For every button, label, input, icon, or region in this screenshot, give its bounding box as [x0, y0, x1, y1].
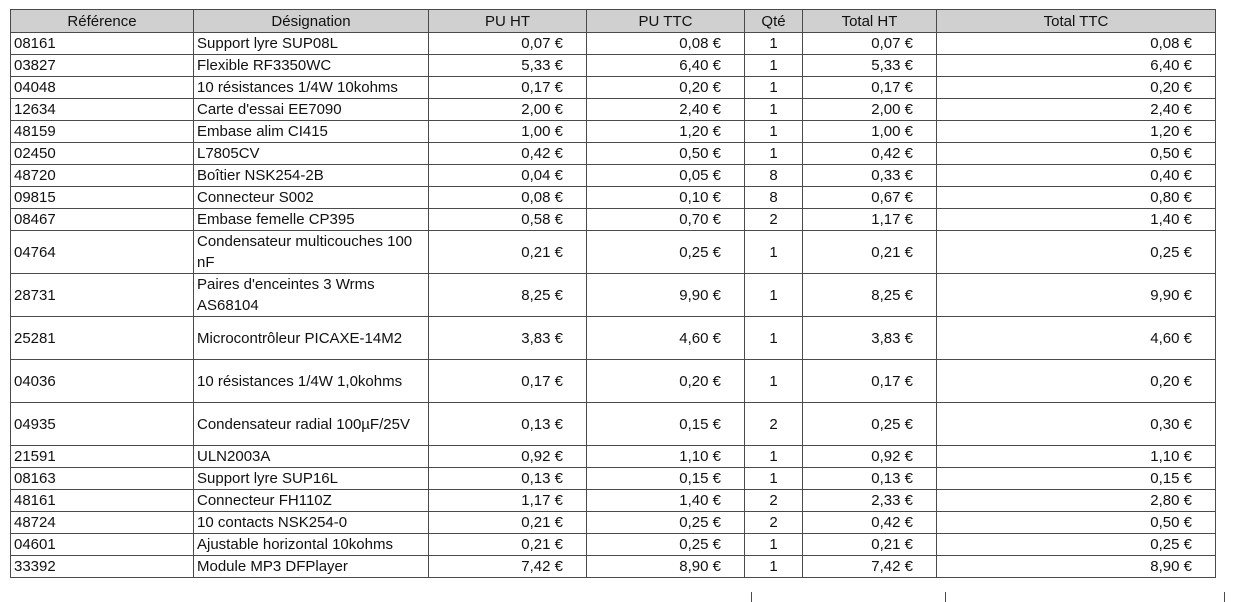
cell-reference: 04036	[11, 360, 194, 403]
cell-total-ht: 0,42 €	[803, 143, 937, 165]
header-total-ht: Total HT	[803, 10, 937, 33]
cell-reference: 04048	[11, 77, 194, 99]
cell-quantity: 1	[745, 77, 803, 99]
cell-total-ttc: 2,80 €	[937, 490, 1216, 512]
cell-quantity: 1	[745, 33, 803, 55]
cell-total-ht: 5,33 €	[803, 55, 937, 77]
cell-reference: 48161	[11, 490, 194, 512]
table-body	[11, 33, 1216, 578]
cell-designation: Support lyre SUP16L	[194, 468, 429, 490]
cell-reference: 09815	[11, 187, 194, 209]
cell-pu-ht: 0,13 €	[429, 468, 587, 490]
cell-total-ht: 3,83 €	[803, 317, 937, 360]
cell-reference: 48720	[11, 165, 194, 187]
cell-quantity: 8	[745, 165, 803, 187]
cell-designation: Microcontrôleur PICAXE-14M2	[194, 317, 429, 360]
cell-total-ht: 0,13 €	[803, 468, 937, 490]
cell-designation: Connecteur FH110Z	[194, 490, 429, 512]
cell-reference: 03827	[11, 55, 194, 77]
cell-quantity: 1	[745, 231, 803, 274]
header-reference: Référence	[11, 10, 194, 33]
cell-pu-ttc: 1,10 €	[587, 446, 745, 468]
cell-total-ht: 0,33 €	[803, 165, 937, 187]
cell-designation: 10 résistances 1/4W 10kohms	[194, 77, 429, 99]
cell-total-ttc: 9,90 €	[937, 274, 1216, 317]
cell-reference: 48724	[11, 512, 194, 534]
cell-reference: 12634	[11, 99, 194, 121]
cell-pu-ttc: 0,25 €	[587, 512, 745, 534]
cell-total-ttc: 0,20 €	[937, 77, 1216, 99]
cell-pu-ttc: 1,40 €	[587, 490, 745, 512]
cell-designation: Paires d'enceintes 3 Wrms AS68104	[194, 274, 429, 317]
cell-designation: 10 résistances 1/4W 1,0kohms	[194, 360, 429, 403]
cell-reference: 04601	[11, 534, 194, 556]
cell-reference: 04935	[11, 403, 194, 446]
cell-reference: 28731	[11, 274, 194, 317]
cell-total-ht: 0,21 €	[803, 534, 937, 556]
cell-total-ht: 0,17 €	[803, 360, 937, 403]
cell-total-ht: 0,21 €	[803, 231, 937, 274]
header-designation: Désignation	[194, 10, 429, 33]
cell-total-ttc: 4,60 €	[937, 317, 1216, 360]
cell-pu-ht: 0,17 €	[429, 77, 587, 99]
cell-pu-ttc: 8,90 €	[587, 556, 745, 578]
cell-pu-ht: 0,08 €	[429, 187, 587, 209]
cell-designation: ULN2003A	[194, 446, 429, 468]
cell-reference: 08467	[11, 209, 194, 231]
cell-designation: 10 contacts NSK254-0	[194, 512, 429, 534]
cell-designation: Module MP3 DFPlayer	[194, 556, 429, 578]
cell-quantity: 1	[745, 317, 803, 360]
cell-total-ttc: 6,40 €	[937, 55, 1216, 77]
summary-divider	[751, 592, 752, 602]
cell-quantity: 2	[745, 512, 803, 534]
cell-quantity: 1	[745, 360, 803, 403]
cell-pu-ttc: 0,15 €	[587, 403, 745, 446]
cell-designation: Support lyre SUP08L	[194, 33, 429, 55]
cell-quantity: 1	[745, 121, 803, 143]
cell-quantity: 1	[745, 556, 803, 578]
cell-pu-ht: 0,17 €	[429, 360, 587, 403]
cell-total-ttc: 0,50 €	[937, 512, 1216, 534]
table-row	[11, 231, 1216, 274]
cell-quantity: 1	[745, 99, 803, 121]
cell-reference: 04764	[11, 231, 194, 274]
cell-pu-ttc: 0,10 €	[587, 187, 745, 209]
cell-pu-ht: 5,33 €	[429, 55, 587, 77]
table-row	[11, 556, 1216, 578]
cell-quantity: 1	[745, 143, 803, 165]
cell-reference: 25281	[11, 317, 194, 360]
cell-quantity: 1	[745, 446, 803, 468]
cell-pu-ttc: 0,05 €	[587, 165, 745, 187]
header-pu-ttc: PU TTC	[587, 10, 745, 33]
cell-pu-ttc: 0,25 €	[587, 231, 745, 274]
cell-reference: 33392	[11, 556, 194, 578]
cell-total-ttc: 0,08 €	[937, 33, 1216, 55]
cell-designation: Condensateur multicouches 100 nF	[194, 231, 429, 274]
cell-total-ht: 0,42 €	[803, 512, 937, 534]
cell-pu-ttc: 9,90 €	[587, 274, 745, 317]
cell-total-ht: 1,17 €	[803, 209, 937, 231]
cell-pu-ttc: 0,08 €	[587, 33, 745, 55]
cell-reference: 48159	[11, 121, 194, 143]
cell-pu-ht: 1,17 €	[429, 490, 587, 512]
table-row	[11, 209, 1216, 231]
cell-total-ht: 0,67 €	[803, 187, 937, 209]
summary-divider	[945, 592, 946, 602]
cell-pu-ttc: 0,70 €	[587, 209, 745, 231]
cell-reference: 08161	[11, 33, 194, 55]
header-quantity: Qté	[745, 10, 803, 33]
cell-pu-ht: 0,21 €	[429, 231, 587, 274]
cell-pu-ht: 8,25 €	[429, 274, 587, 317]
cell-total-ht: 0,25 €	[803, 403, 937, 446]
cell-total-ht: 0,17 €	[803, 77, 937, 99]
cell-quantity: 8	[745, 187, 803, 209]
header-total-ttc: Total TTC	[937, 10, 1216, 33]
table-row	[11, 317, 1216, 360]
cell-total-ht: 0,07 €	[803, 33, 937, 55]
table-row	[11, 121, 1216, 143]
table-row	[11, 274, 1216, 317]
cell-designation: Embase alim CI415	[194, 121, 429, 143]
cell-quantity: 2	[745, 209, 803, 231]
cell-total-ttc: 1,10 €	[937, 446, 1216, 468]
cell-pu-ttc: 6,40 €	[587, 55, 745, 77]
cell-quantity: 1	[745, 274, 803, 317]
cell-pu-ht: 0,21 €	[429, 512, 587, 534]
table-row	[11, 33, 1216, 55]
cell-total-ttc: 0,15 €	[937, 468, 1216, 490]
table-row	[11, 165, 1216, 187]
cell-designation: Connecteur S002	[194, 187, 429, 209]
cell-quantity: 2	[745, 403, 803, 446]
table-row	[11, 99, 1216, 121]
cell-pu-ht: 0,42 €	[429, 143, 587, 165]
cell-total-ttc: 0,40 €	[937, 165, 1216, 187]
table-row	[11, 403, 1216, 446]
cell-pu-ttc: 0,15 €	[587, 468, 745, 490]
cell-total-ttc: 0,25 €	[937, 231, 1216, 274]
header-pu-ht: PU HT	[429, 10, 587, 33]
table-row	[11, 490, 1216, 512]
cell-quantity: 1	[745, 55, 803, 77]
table-row	[11, 468, 1216, 490]
cell-total-ht: 8,25 €	[803, 274, 937, 317]
cell-pu-ttc: 0,20 €	[587, 77, 745, 99]
cell-total-ht: 7,42 €	[803, 556, 937, 578]
cell-quantity: 1	[745, 468, 803, 490]
table-row	[11, 512, 1216, 534]
table-row	[11, 77, 1216, 99]
cell-reference: 02450	[11, 143, 194, 165]
table-row	[11, 534, 1216, 556]
table-header-row	[11, 10, 1216, 33]
cell-total-ttc: 0,25 €	[937, 534, 1216, 556]
cell-pu-ht: 2,00 €	[429, 99, 587, 121]
cell-pu-ht: 0,07 €	[429, 33, 587, 55]
cell-total-ttc: 0,30 €	[937, 403, 1216, 446]
cell-pu-ttc: 0,50 €	[587, 143, 745, 165]
cell-designation: Flexible RF3350WC	[194, 55, 429, 77]
cell-designation: Boîtier NSK254-2B	[194, 165, 429, 187]
cell-designation: Embase femelle CP395	[194, 209, 429, 231]
cell-pu-ht: 0,58 €	[429, 209, 587, 231]
cell-pu-ttc: 4,60 €	[587, 317, 745, 360]
cell-total-ttc: 0,80 €	[937, 187, 1216, 209]
cell-designation: Ajustable horizontal 10kohms	[194, 534, 429, 556]
cell-designation: Carte d'essai EE7090	[194, 99, 429, 121]
cell-reference: 21591	[11, 446, 194, 468]
table-row	[11, 143, 1216, 165]
cell-total-ht: 2,00 €	[803, 99, 937, 121]
cell-pu-ttc: 0,20 €	[587, 360, 745, 403]
cell-pu-ht: 1,00 €	[429, 121, 587, 143]
cell-designation: Condensateur radial 100µF/25V	[194, 403, 429, 446]
table-row	[11, 360, 1216, 403]
order-table	[10, 9, 1216, 578]
cell-total-ht: 1,00 €	[803, 121, 937, 143]
cell-total-ttc: 0,20 €	[937, 360, 1216, 403]
cell-pu-ht: 3,83 €	[429, 317, 587, 360]
table-row	[11, 446, 1216, 468]
table-row	[11, 187, 1216, 209]
cell-total-ttc: 2,40 €	[937, 99, 1216, 121]
cell-pu-ht: 0,21 €	[429, 534, 587, 556]
cell-total-ht: 0,92 €	[803, 446, 937, 468]
cell-total-ttc: 0,50 €	[937, 143, 1216, 165]
cell-pu-ht: 0,04 €	[429, 165, 587, 187]
cell-total-ht: 2,33 €	[803, 490, 937, 512]
cell-designation: L7805CV	[194, 143, 429, 165]
cell-pu-ttc: 0,25 €	[587, 534, 745, 556]
cell-total-ttc: 1,40 €	[937, 209, 1216, 231]
cell-quantity: 1	[745, 534, 803, 556]
table-row	[11, 55, 1216, 77]
cell-pu-ttc: 1,20 €	[587, 121, 745, 143]
cell-pu-ht: 7,42 €	[429, 556, 587, 578]
cell-reference: 08163	[11, 468, 194, 490]
summary-divider	[1224, 592, 1225, 602]
cell-pu-ht: 0,13 €	[429, 403, 587, 446]
cell-total-ttc: 8,90 €	[937, 556, 1216, 578]
cell-pu-ttc: 2,40 €	[587, 99, 745, 121]
cell-quantity: 2	[745, 490, 803, 512]
cell-pu-ht: 0,92 €	[429, 446, 587, 468]
cell-total-ttc: 1,20 €	[937, 121, 1216, 143]
